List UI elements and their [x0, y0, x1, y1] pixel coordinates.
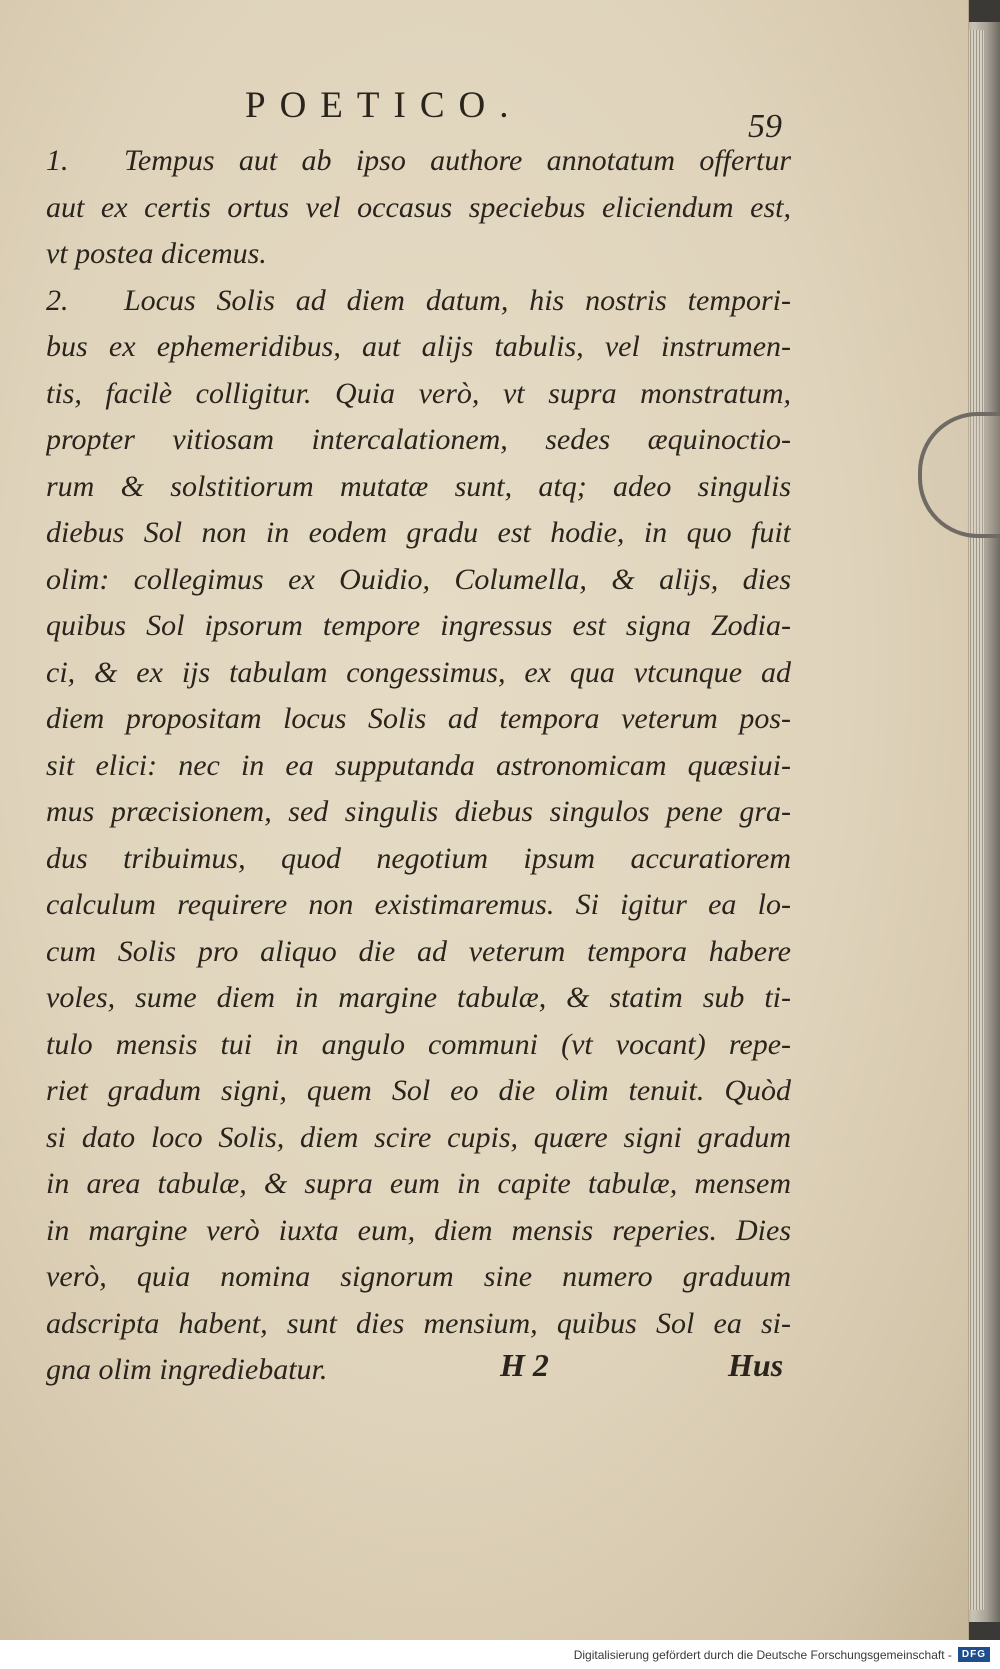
- text-line: [46, 1254, 791, 1301]
- text-line: [46, 417, 791, 464]
- paragraph-number: 2.: [46, 283, 69, 317]
- catchword: Hus: [728, 1347, 784, 1383]
- paragraph-1: [46, 138, 791, 278]
- line-text: aut ex certis ortus vel occasus speciebus eliciendum est,: [46, 190, 791, 224]
- line-text: calculum requirere non existimaremus. Si igitur ea lo-: [46, 888, 791, 921]
- line-text: tulo mensis tui in angulo communi (vt vocant) repe-: [46, 1027, 791, 1061]
- line-text: dus tribuimus, quod negotium ipsum accuratiorem: [46, 841, 791, 875]
- text-line: [46, 371, 791, 418]
- text-line: [46, 1022, 791, 1069]
- line-text: cum Solis pro aliquo die ad veterum tempora habere: [46, 934, 791, 968]
- line-text: Locus Solis ad diem datum, his nostris tempori-: [124, 283, 791, 317]
- line-text: ci, & ex ijs tabulam congessimus, ex qua vtcunque ad: [46, 655, 791, 689]
- text-line: [46, 1347, 791, 1394]
- text-line: [46, 743, 791, 790]
- footer-bar: [0, 1640, 1000, 1669]
- text-line: [46, 464, 791, 511]
- text-line: [46, 696, 791, 743]
- line-text: adscripta habent, sunt dies mensium, quibus Sol ea si-: [46, 1306, 791, 1340]
- text-line: [46, 185, 791, 232]
- text-line: [46, 1208, 791, 1255]
- text-line: [46, 1115, 791, 1162]
- text-line: [46, 557, 791, 604]
- text-block: [46, 138, 791, 1394]
- line-text: gna olim ingrediebatur.: [46, 1353, 328, 1386]
- line-text: diem propositam locus Solis ad tempora veterum pos-: [46, 702, 791, 735]
- line-text: vt postea dicemus.: [46, 237, 267, 270]
- line-text: voles, sume diem in margine tabulæ, & statim sub ti-: [46, 981, 791, 1014]
- line-text: mus præcisionem, sed singulis diebus singulos pene gra-: [46, 795, 791, 828]
- text-line: [46, 231, 791, 278]
- line-text: verò, quia nomina signorum sine numero graduum: [46, 1260, 791, 1293]
- page-number: 59: [748, 108, 782, 145]
- text-line: [46, 324, 791, 371]
- text-line: [46, 789, 791, 836]
- text-line: [46, 1301, 791, 1348]
- line-text: Tempus aut ab ipso authore annotatum offertur: [124, 144, 791, 177]
- line-text: in margine verò iuxta eum, diem mensis reperies. Dies: [46, 1213, 791, 1247]
- line-text: bus ex ephemeridibus, aut aliјs tabulis, vel instrumen-: [46, 330, 791, 363]
- line-text: quibus Sol ipsorum tempore ingressus est signa Zodia-: [46, 609, 791, 642]
- text-line: [46, 278, 791, 325]
- text-line: [46, 836, 791, 883]
- signature-mark: H 2: [500, 1347, 549, 1383]
- line-text: tis, facilè colligitur. Quia verò, vt supra monstratum,: [46, 376, 791, 410]
- line-text: sit elici: nec in ea supputanda astronomicam quæsiui-: [46, 748, 791, 782]
- text-line: [46, 138, 791, 185]
- line-text: olim: collegimus ex Ouidio, Columella, & aliјs, dies: [46, 562, 791, 596]
- text-line: [46, 650, 791, 697]
- text-line: [46, 975, 791, 1022]
- paragraph-number: 1.: [46, 144, 69, 177]
- text-line: [46, 882, 791, 929]
- line-text: si dato loco Solis, diem scire cupis, quære signi gradum: [46, 1120, 791, 1154]
- line-text: in area tabulæ, & supra eum in capite tabulæ, mensem: [46, 1167, 791, 1200]
- paragraph-2: [46, 278, 791, 1394]
- text-line: [46, 929, 791, 976]
- text-line: [46, 603, 791, 650]
- line-text: propter vitiosam intercalationem, sedes æquinoctio-: [46, 423, 791, 456]
- line-text: diebus Sol non in eodem gradu est hodie, in quo fuit: [46, 516, 791, 549]
- dfg-logo-icon: DFG: [958, 1647, 990, 1662]
- footer-credit: Digitalisierung gefördert durch die Deutsche Forschungsgemeinschaft -: [573, 1647, 952, 1662]
- text-line: [46, 1161, 791, 1208]
- line-text: riet gradum signi, quem Sol eo die olim tenuit. Quòd: [46, 1074, 791, 1107]
- line-text: rum & solstitiorum mutatæ sunt, atq; adeo singulis: [46, 469, 791, 503]
- text-line: [46, 510, 791, 557]
- running-head: POETICO.: [245, 85, 523, 126]
- text-line: [46, 1068, 791, 1115]
